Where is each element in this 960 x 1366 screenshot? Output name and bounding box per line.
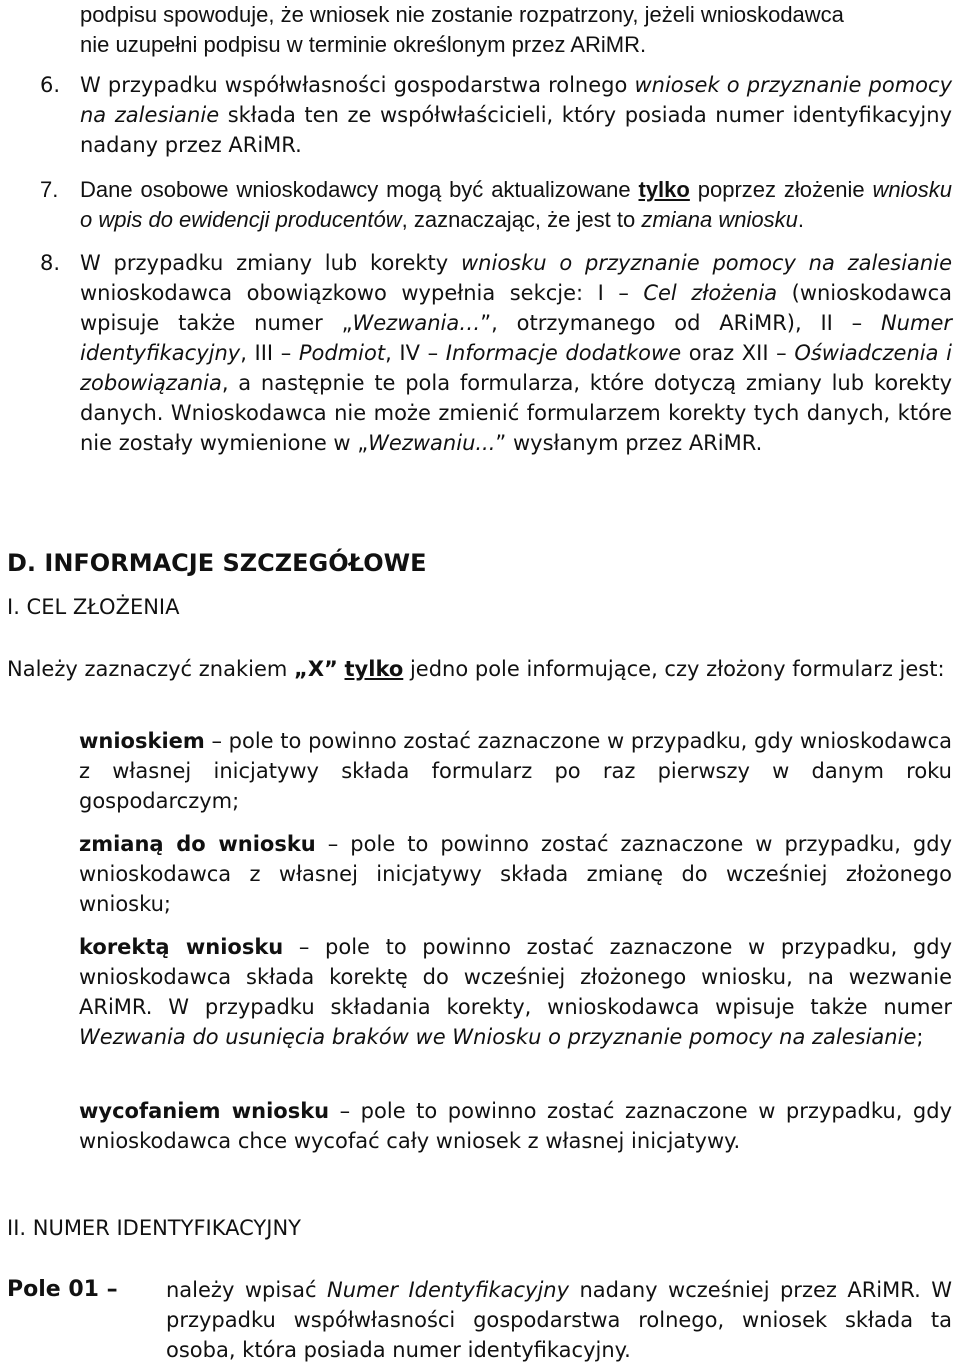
definition-wycofanie [79,1096,952,1156]
section-i-intro [7,654,952,684]
item-number: 7. [40,177,59,202]
continued-line-2: nie uzupełni podpisu w terminie określonym przez ARiMR. [80,32,647,57]
text: składa ten ze współwłaścicieli, który posiada numer identyfikacyjny nadany przez ARiMR. [80,103,952,157]
definition-text: – pole to powinno zostać zaznaczone w przypadku, gdy wnioskodawca chce wycofać cały wniosek z własnej inicjatywy. [79,1099,952,1153]
italic-text: wniosku o przyznanie pomocy na zalesianie [461,251,952,275]
italic-text: wniosek o przyznanie pomocy na zalesianie [80,73,952,127]
item-number: 6. [40,73,61,97]
italic-text: Oświadczenia i zobowiązania [80,341,952,395]
text: ”, otrzymanego od ARiMR), II – [480,311,881,335]
definition-text: – pole to powinno zostać zaznaczone w przypadku, gdy wnioskodawca z własnej inicjatywy składa zmianę do wcześniej złożonego wniosku; [79,832,953,916]
text: W przypadku współwłasności gospodarstwa rolnego [80,73,635,97]
text: , a następnie te pola formularza, które dotyczą zmiany lub korekty danych. Wnioskodawca nie może zmienić formularzem korekty tych danych, które nie zostały wymienione w „ [80,371,952,455]
text: . [797,207,804,232]
text: wnioskodawca obowiązkowo wypełnia sekcje: I – [80,281,644,305]
text: , IV – [385,341,446,365]
list-item-8 [40,248,952,458]
italic-text: Wezwania do usunięcia braków we Wniosku o przyznanie pomocy na zalesianie [79,1025,917,1049]
text: nadany wcześniej przez ARiMR. W przypadku współwłasności gospodarstwa rolnego, wniosek składa ta osoba, która posiada numer identyfikacyjny. [166,1278,952,1362]
italic-text: Podmiot [298,341,386,365]
italic-text: Informacje dodatkowe [445,341,682,365]
definition-zmiana [79,829,952,919]
continued-paragraph [40,0,952,60]
emphasis-text: tylko [344,657,404,681]
list-item-6 [40,70,952,160]
item-number: 8. [40,251,61,275]
pole-01-description [166,1275,952,1365]
italic-text: Numer Identyfikacyjny [326,1278,570,1302]
text: (wnioskodawca wpisuje także numer „ [80,281,952,335]
definition-term: korektą wniosku [79,935,284,959]
text: W przypadku zmiany lub korekty [80,251,461,275]
pole-01-label: Pole 01 – [7,1277,118,1302]
text: jedno pole informujące, czy złożony formularz jest: [403,657,945,681]
mark-symbol: „X” [294,657,338,681]
italic-text: Cel złożenia [643,281,778,305]
list-item-7 [40,175,952,235]
definition-korekta [79,932,952,1052]
italic-text: zmiana wniosku [641,207,798,232]
text: , III – [240,341,299,365]
definition-term: wnioskiem [79,729,205,753]
section-heading-d: D. INFORMACJE SZCZEGÓŁOWE [7,549,427,577]
definition-text: – pole to powinno zostać zaznaczone w przypadku, gdy wnioskodawca z własnej inicjatywy składa formularz po raz pierwszy w danym roku gospodarczym; [79,729,952,813]
italic-text: Wezwania… [352,311,481,335]
text: ” wysłanym przez ARiMR. [495,431,763,455]
continued-line-1: podpisu spowoduje, że wniosek nie zostanie rozpatrzony, jeżeli wnioskodawca [80,2,844,27]
italic-text: Wezwaniu... [368,431,496,455]
text: ; [916,1025,924,1049]
definition-wniosek [79,726,952,816]
section-heading-i: I. CEL ZŁOŻENIA [7,595,180,619]
definition-term: zmianą do wniosku [79,832,316,856]
emphasis-text: tylko [638,177,690,202]
text: należy wpisać [166,1278,327,1302]
text: , zaznaczając, że jest to [401,207,642,232]
italic-text: Numer identyfikacyjny [80,311,952,365]
definition-text: – pole to powinno zostać zaznaczone w przypadku, gdy wnioskodawca składa korektę do wcześniej złożonego wniosku, na wezwanie ARiMR. W przypadku składania korekty, wnioskodawca wpisuje także numer [79,935,952,1019]
italic-text: wniosku o wpis do ewidencji producentów [80,177,952,232]
text: oraz XII – [681,341,795,365]
section-heading-ii: II. NUMER IDENTYFIKACYJNY [7,1216,301,1240]
definition-term: wycofaniem wniosku [79,1099,330,1123]
text: Należy zaznaczyć znakiem [7,657,295,681]
text: poprzez złożenie [689,177,873,202]
text: Dane osobowe wnioskodawcy mogą być aktualizowane [80,177,639,202]
